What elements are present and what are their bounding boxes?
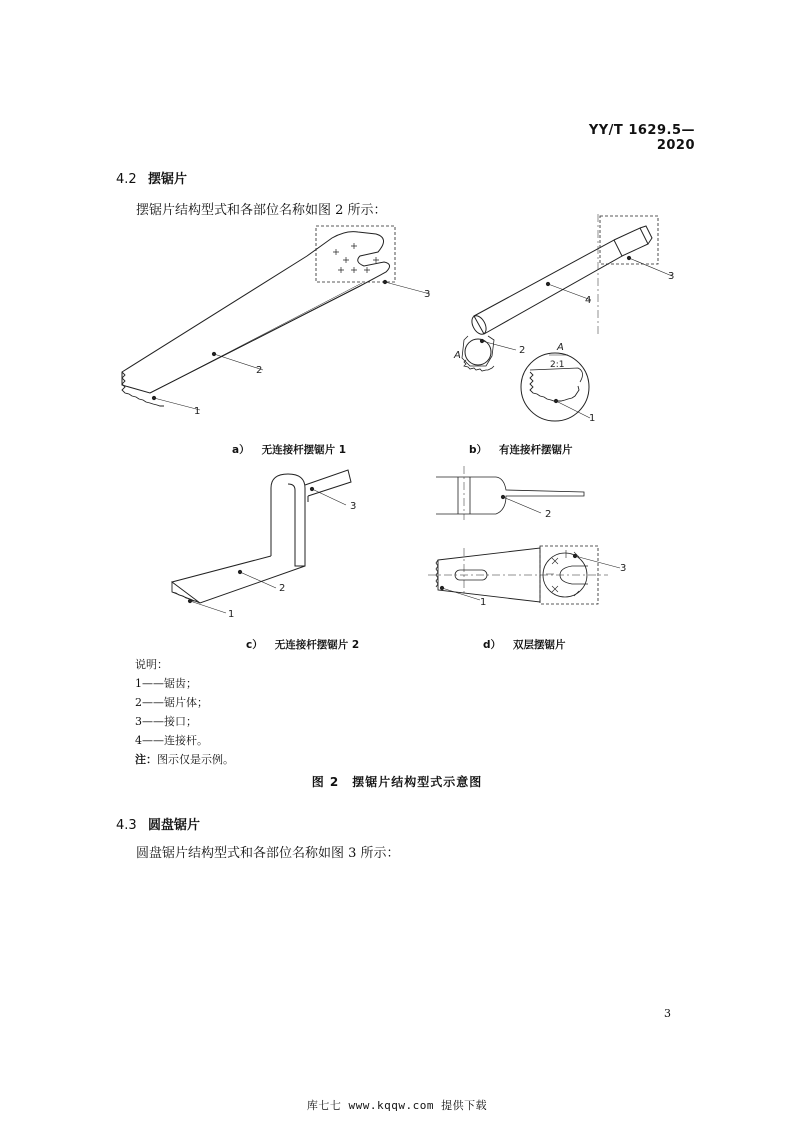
- detail-scale: 2:1: [550, 360, 565, 370]
- note-text: 图示仅是示例。: [157, 753, 234, 766]
- caption-text: 无连接杆摆锯片 2: [274, 639, 360, 651]
- callout-b-4: 4: [585, 295, 592, 306]
- note-label: 注：: [135, 753, 157, 766]
- callout-a-1: 1: [194, 406, 201, 417]
- figure-note: [135, 750, 234, 769]
- figure-legend: [135, 655, 234, 769]
- callout-c-2: 2: [279, 583, 286, 594]
- callout-b-2: 2: [519, 345, 526, 356]
- figure-c-blade-drawing: [172, 470, 351, 613]
- caption-d: [483, 637, 566, 652]
- legend-item: 4——连接杆。: [135, 734, 208, 747]
- callout-c-1: 1: [228, 609, 235, 620]
- caption-a: [232, 442, 346, 457]
- caption-c: [246, 637, 359, 652]
- section-number: 4.2: [116, 172, 137, 187]
- standard-code: YY/T 1629.5—2020: [588, 123, 695, 153]
- caption-text: 有连接杆摆锯片: [499, 444, 573, 456]
- caption-letter: a）: [232, 444, 250, 456]
- caption-text: 双层摆锯片: [513, 639, 566, 651]
- callout-a-3: 3: [424, 289, 431, 300]
- view-label-a: A: [454, 350, 461, 361]
- callout-a-2: 2: [256, 365, 263, 376]
- callout-d-2: 2: [545, 509, 552, 520]
- section-intro-4-3: 圆盘锯片结构型式和各部位名称如图 3 所示：: [136, 846, 400, 861]
- caption-letter: b）: [469, 444, 488, 456]
- section-intro-4-2: 摆锯片结构型式和各部位名称如图 2 所示：: [136, 203, 387, 218]
- callout-b-3: 3: [668, 271, 675, 282]
- page-number: 3: [664, 1007, 671, 1020]
- callout-b-1: 1: [589, 413, 596, 424]
- figure-b-blade-drawing: [462, 214, 675, 421]
- legend-item: 1——锯齿；: [135, 677, 197, 690]
- download-footer: 库七七 www.kqqw.com 提供下载: [306, 1099, 488, 1112]
- section-heading-4-3: [116, 814, 200, 833]
- figure-d-blade-drawing: [428, 466, 620, 604]
- legend-item: 3——接口；: [135, 715, 197, 728]
- section-title: 圆盘锯片: [148, 818, 201, 833]
- section-title: 摆锯片: [148, 172, 188, 187]
- legend-item: 2——锯片体；: [135, 696, 208, 709]
- caption-b: [469, 442, 573, 457]
- caption-text: 无连接杆摆锯片 1: [261, 444, 347, 456]
- callout-d-3: 3: [620, 563, 627, 574]
- legend-heading: 说明：: [135, 658, 168, 671]
- caption-letter: c）: [246, 639, 263, 651]
- detail-label: A: [557, 342, 564, 353]
- section-number: 4.3: [116, 818, 137, 833]
- figure-a-blade-drawing: [122, 226, 430, 410]
- caption-letter: d）: [483, 639, 502, 651]
- callout-c-3: 3: [350, 501, 357, 512]
- figure-title: 图 2 摆锯片结构型式示意图: [311, 775, 483, 789]
- callout-d-1: 1: [480, 597, 487, 608]
